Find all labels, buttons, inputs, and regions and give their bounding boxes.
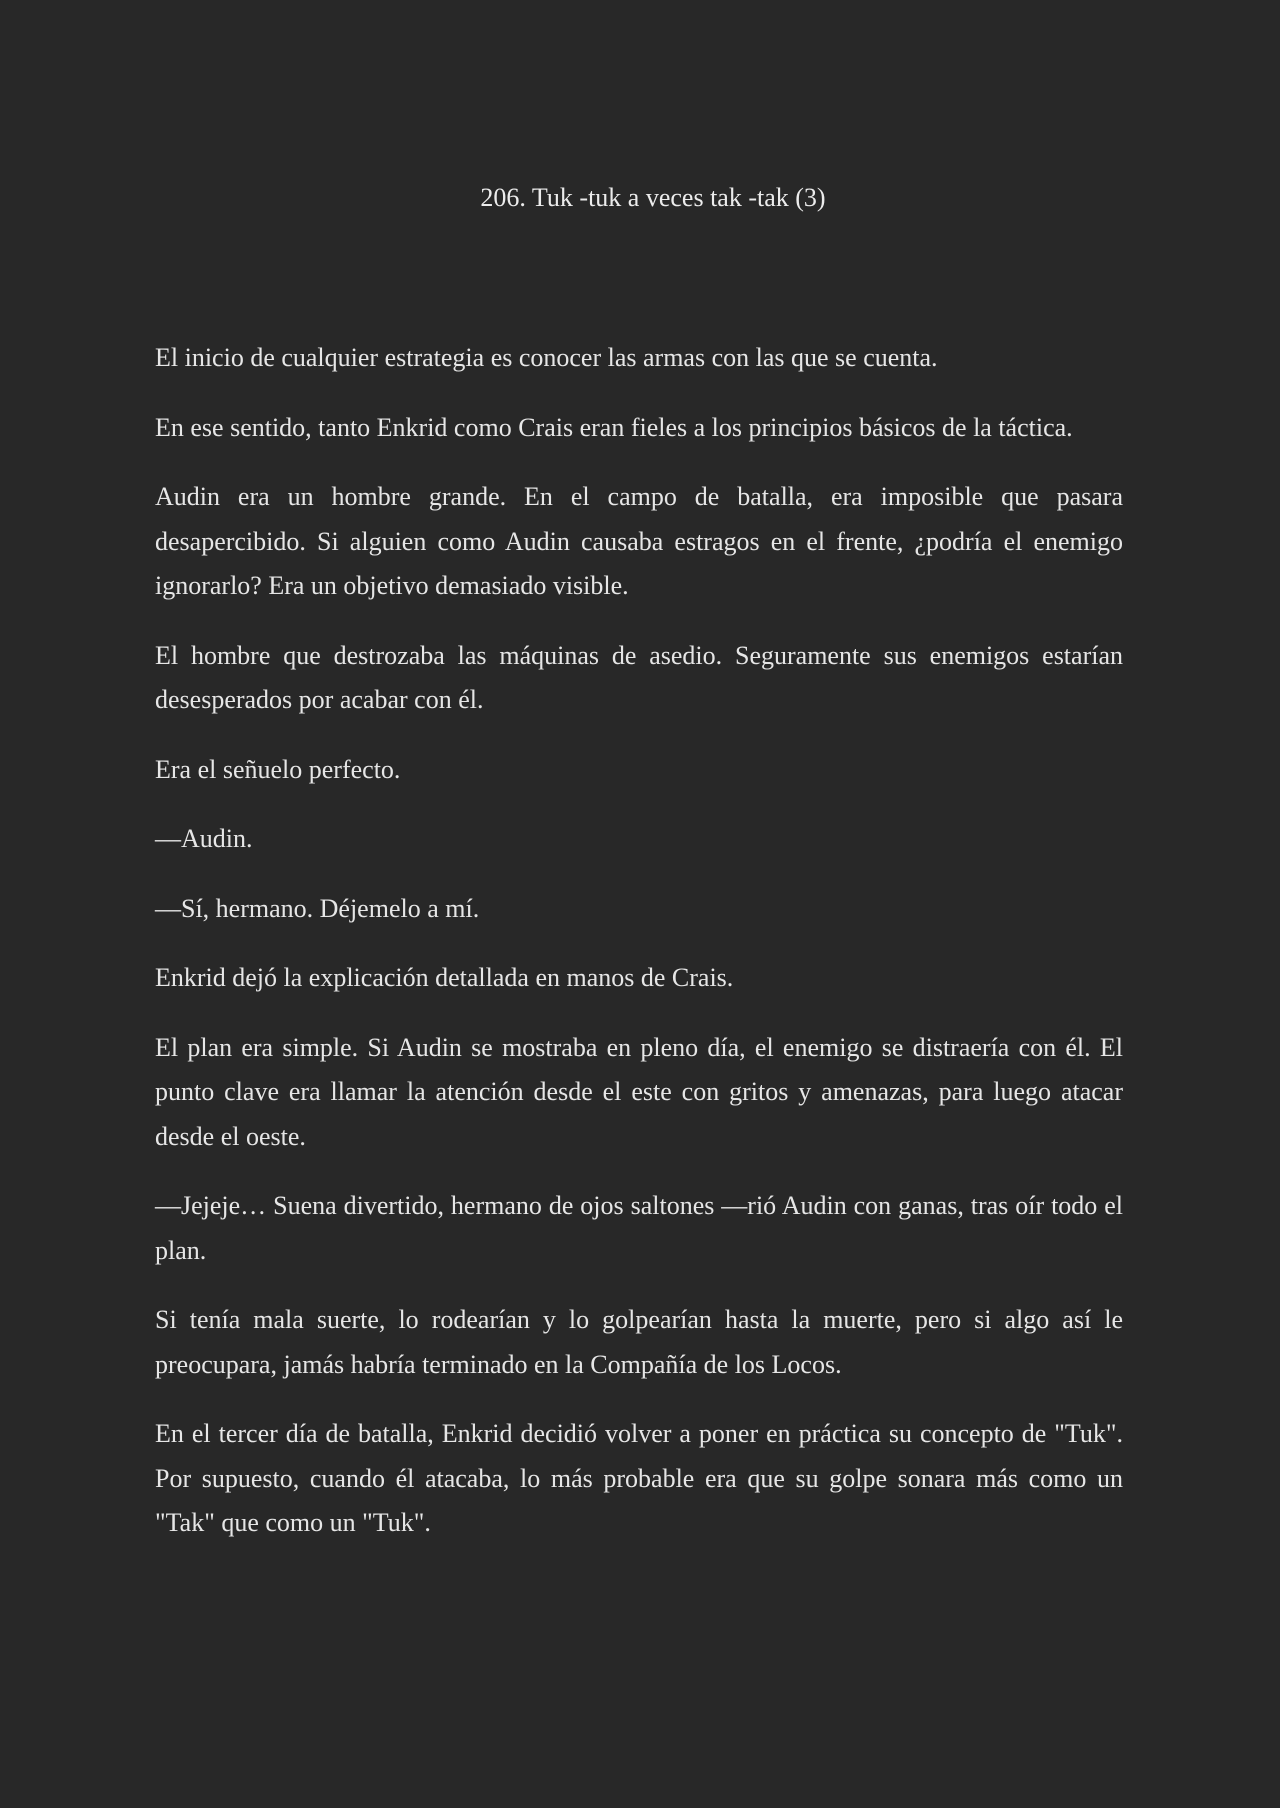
paragraph: En ese sentido, tanto Enkrid como Crais eran fieles a los principios básicos de la táctica. (155, 412, 1073, 442)
chapter-content (155, 336, 1123, 1546)
chapter-title: 206. Tuk -tuk a veces tak -tak (3) (480, 183, 826, 212)
paragraph: Si tenía mala suerte, lo rodearían y lo golpearían hasta la muerte, pero si algo así le preocupara, jamás habría terminado en la Compañía de los Locos. (155, 1305, 1123, 1379)
paragraph: Audin era un hombre grande. En el campo de batalla, era imposible que pasara desapercibido. Si alguien como Audin causaba estragos en el frente, ¿podría el enemigo ignorarlo? Era un objetivo demasiado visible. (155, 482, 1123, 600)
paragraph: En el tercer día de batalla, Enkrid decidió volver a poner en práctica su concepto de "Tuk". Por supuesto, cuando él atacaba, lo más probable era que su golpe sonara más como un "Tak" que como un "Tuk". (155, 1419, 1123, 1537)
paragraph: Enkrid dejó la explicación detallada en manos de Crais. (155, 963, 734, 992)
paragraph: El hombre que destrozaba las máquinas de asedio. Seguramente sus enemigos estarían desesperados por acabar con él. (155, 640, 1123, 714)
paragraph: Era el señuelo perfecto. (155, 754, 401, 784)
reader-page (155, 0, 1123, 1571)
paragraph: El plan era simple. Si Audin se mostraba en pleno día, el enemigo se distraería con él. El punto clave era llamar la atención desde el este con gritos y amenazas, para luego atacar desde el oeste. (155, 1032, 1123, 1151)
paragraph: —Sí, hermano. Déjemelo a mí. (155, 893, 480, 923)
paragraph: —Audin. (155, 824, 253, 853)
paragraph: El inicio de cualquier estrategia es conocer las armas con las que se cuenta. (155, 343, 938, 372)
paragraph: —Jejeje… Suena divertido, hermano de ojos saltones —rió Audin con ganas, tras oír todo el plan. (155, 1191, 1123, 1265)
